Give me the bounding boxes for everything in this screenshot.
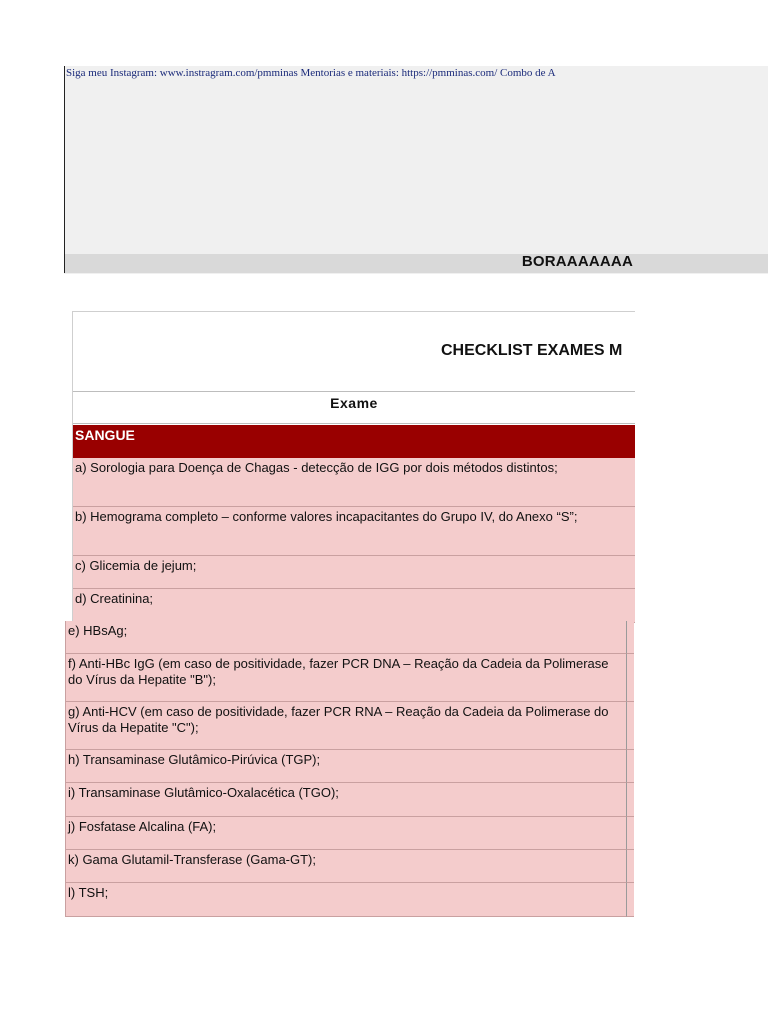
table-row[interactable] (73, 507, 635, 556)
row-text: l) TSH; (68, 885, 109, 900)
table-row[interactable] (73, 589, 635, 623)
row-text: c) Glicemia de jejum; (75, 558, 197, 573)
row-text: j) Fosfatase Alcalina (FA); (68, 819, 217, 834)
banner-strip (65, 254, 768, 273)
row-extension (627, 883, 634, 917)
row-text: f) Anti-HBc IgG (em caso de positividade, fazer PCR DNA – Reação da Cadeia da Polimerase do Vírus da Hepatite "B"); (68, 656, 609, 687)
row-text: e) HBsAg; (68, 623, 128, 638)
row-extension (627, 817, 634, 850)
row-extension (627, 654, 634, 702)
banner (64, 66, 768, 274)
section-sangue: SANGUE (73, 425, 635, 458)
table-row[interactable] (73, 556, 635, 589)
table-row[interactable] (65, 654, 627, 702)
page-title: CHECKLIST EXAMES M (441, 342, 623, 359)
table-row[interactable] (65, 621, 627, 654)
row-text: k) Gama Glutamil-Transferase (Gama-GT); (68, 852, 317, 867)
checklist-sheet (72, 311, 635, 623)
row-text: h) Transaminase Glutâmico-Pirúvica (TGP); (68, 752, 321, 767)
table-row[interactable] (65, 783, 627, 817)
row-text: g) Anti-HCV (em caso de positividade, fazer PCR RNA – Reação da Cadeia da Polimerase do Vírus da Hepatite "C"); (68, 704, 609, 735)
table-row[interactable] (65, 750, 627, 783)
banner-frame (64, 66, 634, 273)
table-row[interactable] (65, 702, 627, 750)
row-text: a) Sorologia para Doença de Chagas - detecção de IGG por dois métodos distintos; (75, 460, 558, 475)
table-row[interactable] (65, 850, 627, 883)
banner-instagram-text: Siga meu Instagram: www.instragram.com/pmminas Mentorias e materiais: https://pmminas.com/ Combo de A (66, 67, 556, 79)
table-row[interactable] (73, 458, 635, 507)
row-extension (627, 783, 634, 817)
banner-bora-text: BORAAAAAAA (521, 253, 633, 270)
row-text: d) Creatinina; (75, 591, 154, 606)
row-text: b) Hemograma completo – conforme valores incapacitantes do Grupo IV, do Anexo “S”; (75, 509, 578, 524)
column-header-exame: Exame (73, 391, 635, 424)
table-row[interactable] (65, 817, 627, 850)
row-extension (627, 702, 634, 750)
row-extension (627, 850, 634, 883)
row-extension (627, 750, 634, 783)
table-row[interactable] (65, 883, 627, 917)
row-extension (627, 621, 634, 654)
row-text: i) Transaminase Glutâmico-Oxalacética (TGO); (68, 785, 339, 800)
